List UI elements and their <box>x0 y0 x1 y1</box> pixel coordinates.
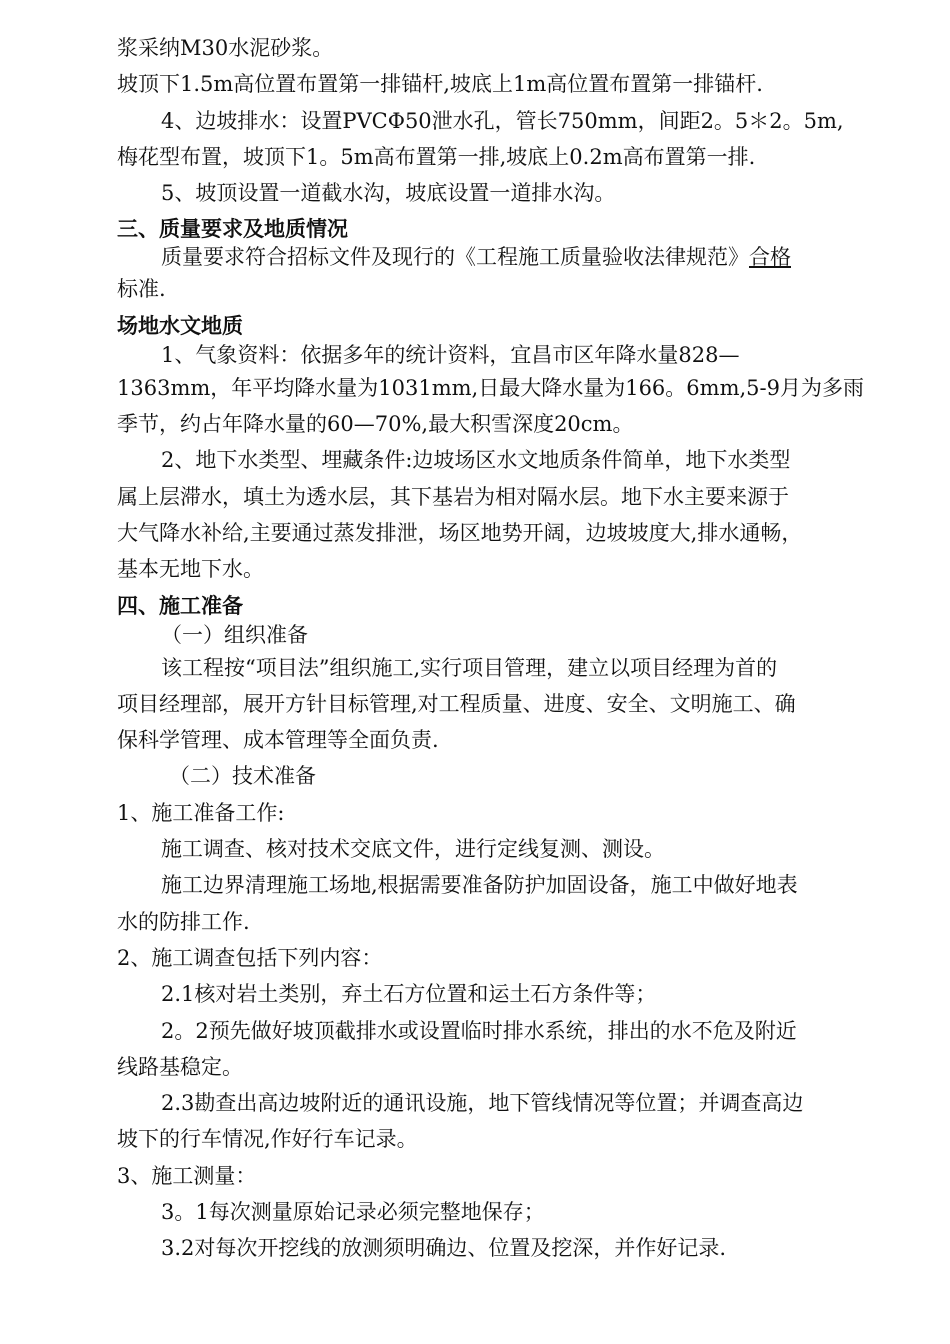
quality-text: 质量要求符合招标文件及现行的《工程施工质量验收法律规范》 <box>161 245 749 270</box>
text-line: 4、边坡排水：设置PVCΦ50泄水孔，管长750mm，间距2。5＊2。5m, <box>161 108 844 133</box>
quality-underlined: 合格 <box>749 245 791 270</box>
section-heading: 三、质量要求及地质情况 <box>117 217 348 242</box>
text-line: 2、施工调查包括下列内容： <box>117 945 383 970</box>
text-line: 施工调查、核对技术交底文件，进行定线复测、测设。 <box>161 837 665 862</box>
text-line: 保科学管理、成本管理等全面负责. <box>117 728 439 753</box>
text-line: 1、施工准备工作: <box>117 800 285 825</box>
text-line: 项目经理部，展开方针目标管理,对工程质量、进度、安全、文明施工、确 <box>117 691 796 716</box>
text-line: 该工程按“项目法”组织施工,实行项目管理，建立以项目经理为首的 <box>161 655 778 680</box>
text-line: 大气降水补给,主要通过蒸发排泄，场区地势开阔，边坡坡度大,排水通畅， <box>117 520 803 545</box>
subsection-title: （一）组织准备 <box>161 622 308 647</box>
text-line: 3。1每次测量原始记录必须完整地保存； <box>161 1200 545 1225</box>
text-line: 坡顶下1.5m高位置布置第一排锚杆,坡底上1m高位置布置第一排锚杆. <box>117 72 763 97</box>
text-line: 梅花型布置，坡顶下1。5m高布置第一排,坡底上0.2m高布置第一排. <box>117 144 756 169</box>
text-line: 坡下的行车情况,作好行车记录。 <box>117 1127 418 1152</box>
text-line: 水的防排工作. <box>117 909 250 934</box>
quality-paragraph <box>117 243 857 271</box>
text-line: 季节，约占年降水量的60—70%,最大积雪深度20cm。 <box>117 412 634 437</box>
text-line: 1363mm，年平均降水量为1031mm,日最大降水量为166。6mm,5-9月为多雨 <box>117 375 864 400</box>
subsection-title: （二）技术准备 <box>169 764 316 789</box>
text-line: 2、地下水类型、埋藏条件:边坡场区水文地质条件简单，地下水类型 <box>161 448 791 473</box>
subsection-heading: 场地水文地质 <box>117 313 243 338</box>
text-line: 基本无地下水。 <box>117 557 264 582</box>
document-page <box>117 30 864 1267</box>
text-line: 2.3勘查出高边坡附近的通讯设施，地下管线情况等位置；并调查高边 <box>161 1091 804 1116</box>
section-heading: 四、施工准备 <box>117 593 243 618</box>
text-line: 2.1核对岩土类别，弃土石方位置和运土石方条件等； <box>161 982 657 1007</box>
text-line: 5、坡顶设置一道截水沟，坡底设置一道排水沟。 <box>161 181 616 206</box>
text-line: 2。2预先做好坡顶截排水或设置临时排水系统，排出的水不危及附近 <box>161 1018 797 1043</box>
text-line: 施工边界清理施工场地,根据需要准备防护加固设备，施工中做好地表 <box>161 873 798 898</box>
text-line: 标准. <box>117 277 166 302</box>
text-line: 3.2对每次开挖线的放测须明确边、位置及挖深，并作好记录. <box>161 1236 727 1261</box>
text-line: 属上层滞水，填土为透水层，其下基岩为相对隔水层。地下水主要来源于 <box>117 484 789 509</box>
text-line: 浆采纳M30水泥砂浆。 <box>117 36 334 60</box>
text-line: 3、施工测量： <box>117 1163 257 1188</box>
text-line: 1、气象资料：依据多年的统计资料，宜昌市区年降水量828— <box>161 342 740 367</box>
text-line: 线路基稳定。 <box>117 1054 243 1079</box>
